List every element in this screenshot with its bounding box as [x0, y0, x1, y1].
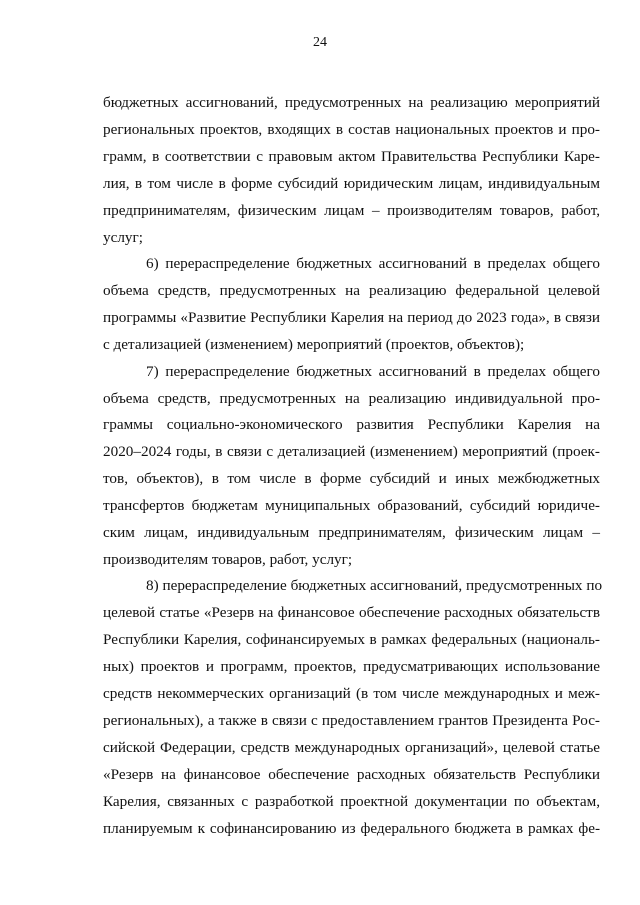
text-line: объема средств, предусмотренных на реализацию индивидуальной про-: [103, 390, 600, 407]
text-line: планируемым к софинансированию из федерального бюджета в рамках фе-: [103, 820, 600, 837]
text-line: граммы социально-экономического развития Республики Карелия на: [103, 416, 600, 433]
text-line: предпринимателям, физическим лицам – производителям товаров, работ,: [103, 202, 600, 219]
text-line: средств некоммерческих организаций (в том числе международных и меж-: [103, 685, 600, 702]
text-line: грамм, в соответствии с правовым актом Правительства Республики Каре-: [103, 148, 600, 165]
text-line: Республики Карелия, софинансируемых в рамках федеральных (националь-: [103, 631, 600, 648]
text-line: тов, объектов), в том числе в форме субсидий и иных межбюджетных: [103, 470, 600, 487]
text-line: услуг;: [103, 229, 143, 246]
text-line: региональных проектов, входящих в состав национальных проектов и про-: [103, 121, 600, 138]
text-line: Карелия, связанных с разработкой проектной документации по объектам,: [103, 793, 600, 810]
text-line: «Резерв на финансовое обеспечение расходных обязательств Республики: [103, 766, 600, 783]
text-line: программы «Развитие Республики Карелия на период до 2023 года», в связи: [103, 309, 600, 326]
text-line: ским лицам, индивидуальным предпринимателям, физическим лицам –: [103, 524, 600, 541]
text-line: целевой статье «Резерв на финансовое обеспечение расходных обязательств: [103, 604, 600, 621]
text-line: бюджетных ассигнований, предусмотренных на реализацию мероприятий: [103, 94, 600, 111]
text-line: с детализацией (изменением) мероприятий (проектов, объектов);: [103, 336, 525, 353]
page-number: 24: [313, 35, 327, 50]
text-line: ных) проектов и программ, проектов, предусматривающих использование: [103, 658, 600, 675]
paragraph-first-line: 6) перераспределение бюджетных ассигнований в пределах общего: [146, 255, 600, 272]
text-line: производителям товаров, работ, услуг;: [103, 551, 353, 568]
text-line: региональных), а также в связи с предоставлением грантов Президента Рос-: [103, 712, 600, 729]
text-line: 2020–2024 годы, в связи с детализацией (изменением) мероприятий (проек-: [103, 443, 600, 460]
text-line: сийской Федерации, средств международных организаций», целевой статье: [103, 739, 600, 756]
text-line: трансфертов бюджетам муниципальных образований, субсидий юридиче-: [103, 497, 600, 514]
text-line: объема средств, предусмотренных на реализацию федеральной целевой: [103, 282, 600, 299]
paragraph-first-line: 7) перераспределение бюджетных ассигнований в пределах общего: [146, 363, 600, 380]
text-line: лия, в том числе в форме субсидий юридическим лицам, индивидуальным: [103, 175, 600, 192]
paragraph-first-line: 8) перераспределение бюджетных ассигнований, предусмотренных по: [146, 577, 603, 594]
